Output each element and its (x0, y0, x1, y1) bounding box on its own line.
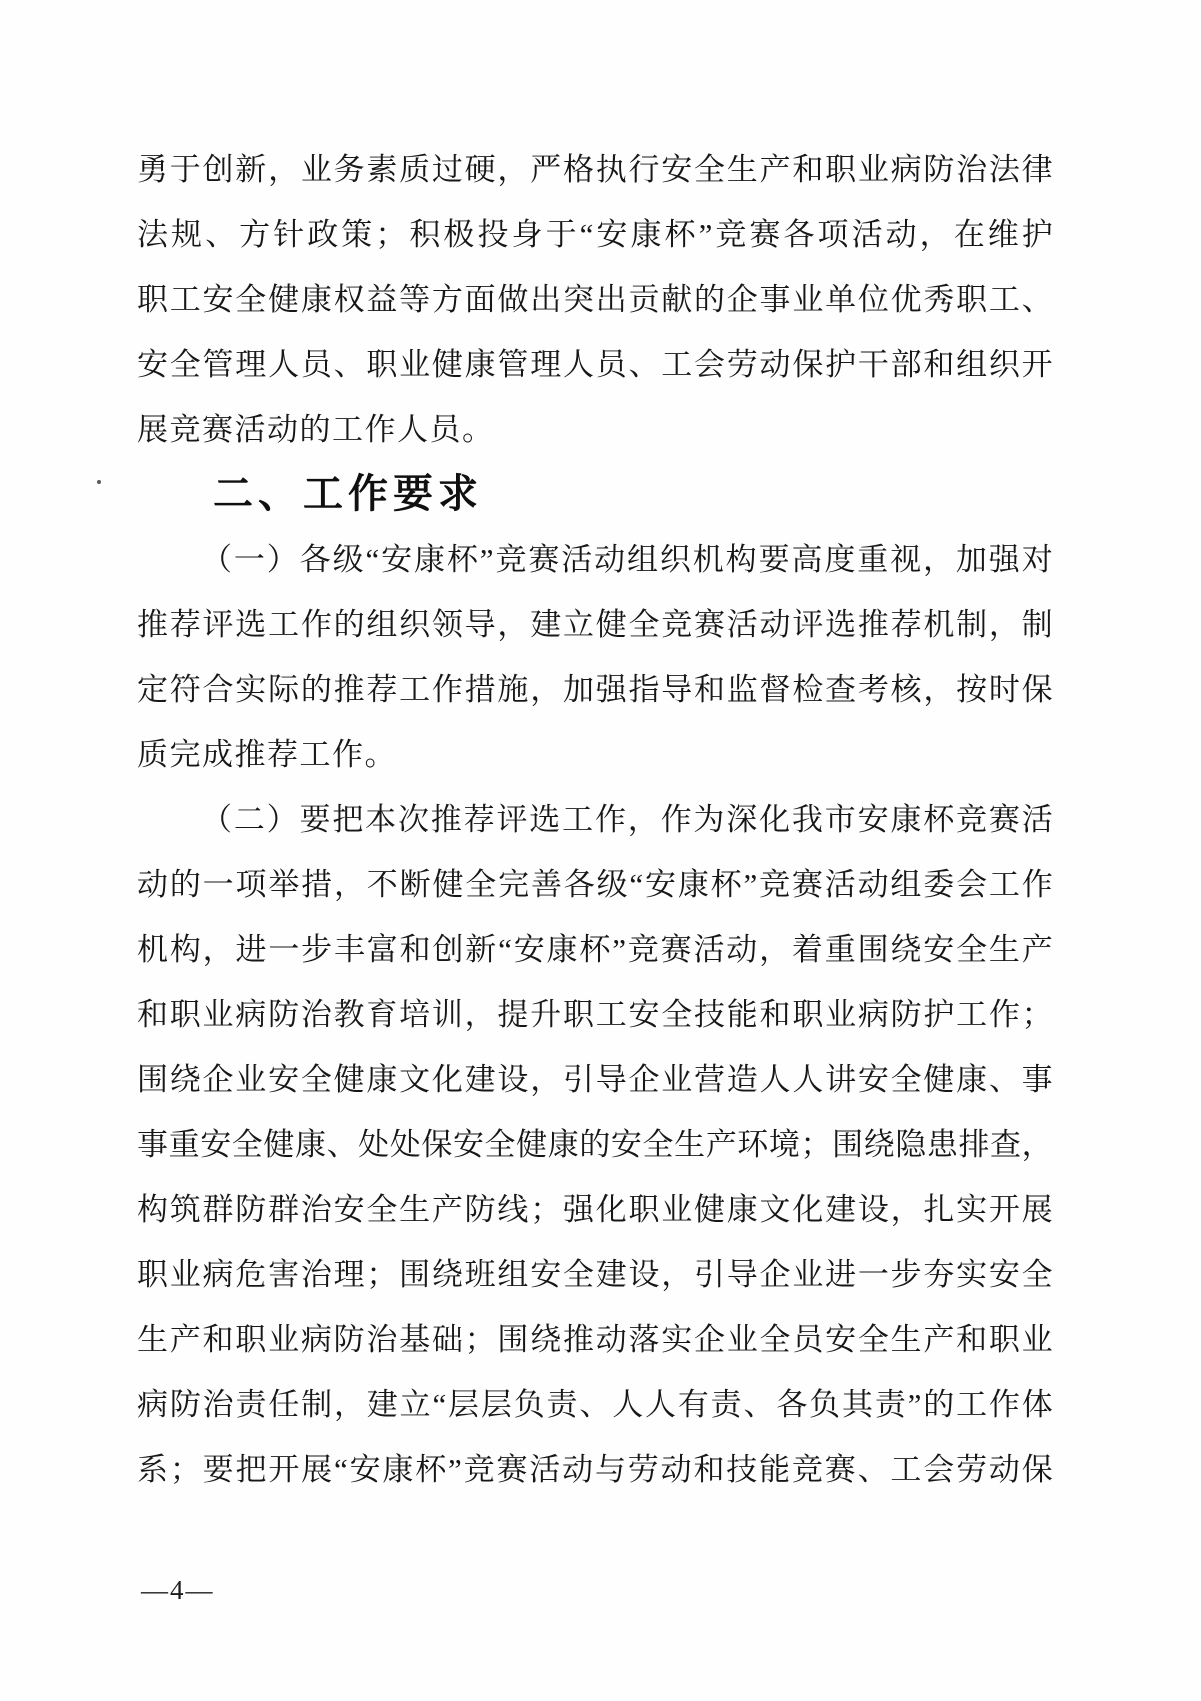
text-line: 职 业 病 危 害 治 理 ； 围 绕 班 组 安 全 建 设 ， 引 导 企 业 进 一 步 夯 实 安 全 (137, 1257, 1053, 1292)
text-line: 和 职 业 病 防 治 教 育 培 训 ， 提 升 职 工 安 全 技 能 和 职 业 病 防 护 工 作 ； (137, 997, 1053, 1032)
text-line: 展竞赛活动的工作人员。 (137, 412, 495, 447)
text-line: 构 筑 群 防 群 治 安 全 生 产 防 线 ； 强 化 职 业 健 康 文 化 建 设 ， 扎 实 开 展 (137, 1192, 1053, 1227)
text-line: 生 产 和 职 业 病 防 治 基 础 ； 围 绕 推 动 落 实 企 业 全 员 安 全 生 产 和 职 业 (137, 1322, 1053, 1357)
text-line: 机 构 ， 进 一 步 丰 富 和 创 新 “ 安 康 杯 ” 竞 赛 活 动 ， 着 重 围 绕 安 全 生 产 (137, 932, 1053, 967)
text-line: 推 荐 评 选 工 作 的 组 织 领 导 ， 建 立 健 全 竞 赛 活 动 评 选 推 荐 机 制 ， 制 (137, 607, 1053, 642)
text-line: 法 规 、 方 针 政 策 ； 积 极 投 身 于 “ 安 康 杯 ” 竞 赛 各 项 活 动 ， 在 维 护 (137, 217, 1053, 252)
text-line: 质完成推荐工作。 (137, 737, 397, 772)
text-line: （ 二 ） 要 把 本 次 推 荐 评 选 工 作 ， 作 为 深 化 我 市 安 康 杯 竞 赛 活 (201, 802, 1053, 837)
page-number: —4— (141, 1575, 215, 1605)
text-line: 事 重 安 全 健 康 、 处 处 保 安 全 健 康 的 安 全 生 产 环 境 ； 围 绕 隐 患 排 查 ， (137, 1127, 1053, 1162)
text-line: 安 全 管 理 人 员 、 职 业 健 康 管 理 人 员 、 工 会 劳 动 保 护 干 部 和 组 织 开 (137, 347, 1053, 382)
text-line: 定 符 合 实 际 的 推 荐 工 作 措 施 ， 加 强 指 导 和 监 督 检 查 考 核 ， 按 时 保 (137, 672, 1053, 707)
text-line: 围 绕 企 业 安 全 健 康 文 化 建 设 ， 引 导 企 业 营 造 人 人 讲 安 全 健 康 、 事 (137, 1062, 1053, 1097)
text-line: 系 ； 要 把 开 展 “ 安 康 杯 ” 竞 赛 活 动 与 劳 动 和 技 能 竞 赛 、 工 会 劳 动 保 (137, 1452, 1053, 1487)
text-line: （ 一 ） 各 级 “ 安 康 杯 ” 竞 赛 活 动 组 织 机 构 要 高 度 重 视 ， 加 强 对 (201, 542, 1053, 577)
text-line: 动 的 一 项 举 措 ， 不 断 健 全 完 善 各 级 “ 安 康 杯 ” 竞 赛 活 动 组 委 会 工 作 (137, 867, 1053, 902)
text-line: 勇 于 创 新 ， 业 务 素 质 过 硬 ， 严 格 执 行 安 全 生 产 和 职 业 病 防 治 法 律 (137, 152, 1053, 187)
section-heading: 二、工作要求 (213, 471, 483, 517)
text-line: 职 工 安 全 健 康 权 益 等 方 面 做 出 突 出 贡 献 的 企 事 业 单 位 优 秀 职 工 、 (137, 282, 1053, 317)
text-line: 病 防 治 责 任 制 ， 建 立 “ 层 层 负 责 、 人 人 有 责 、 各 负 其 责 ” 的 工 作 体 (137, 1387, 1053, 1422)
scan-artifact-dot (97, 480, 101, 484)
document-body (137, 137, 1053, 1502)
